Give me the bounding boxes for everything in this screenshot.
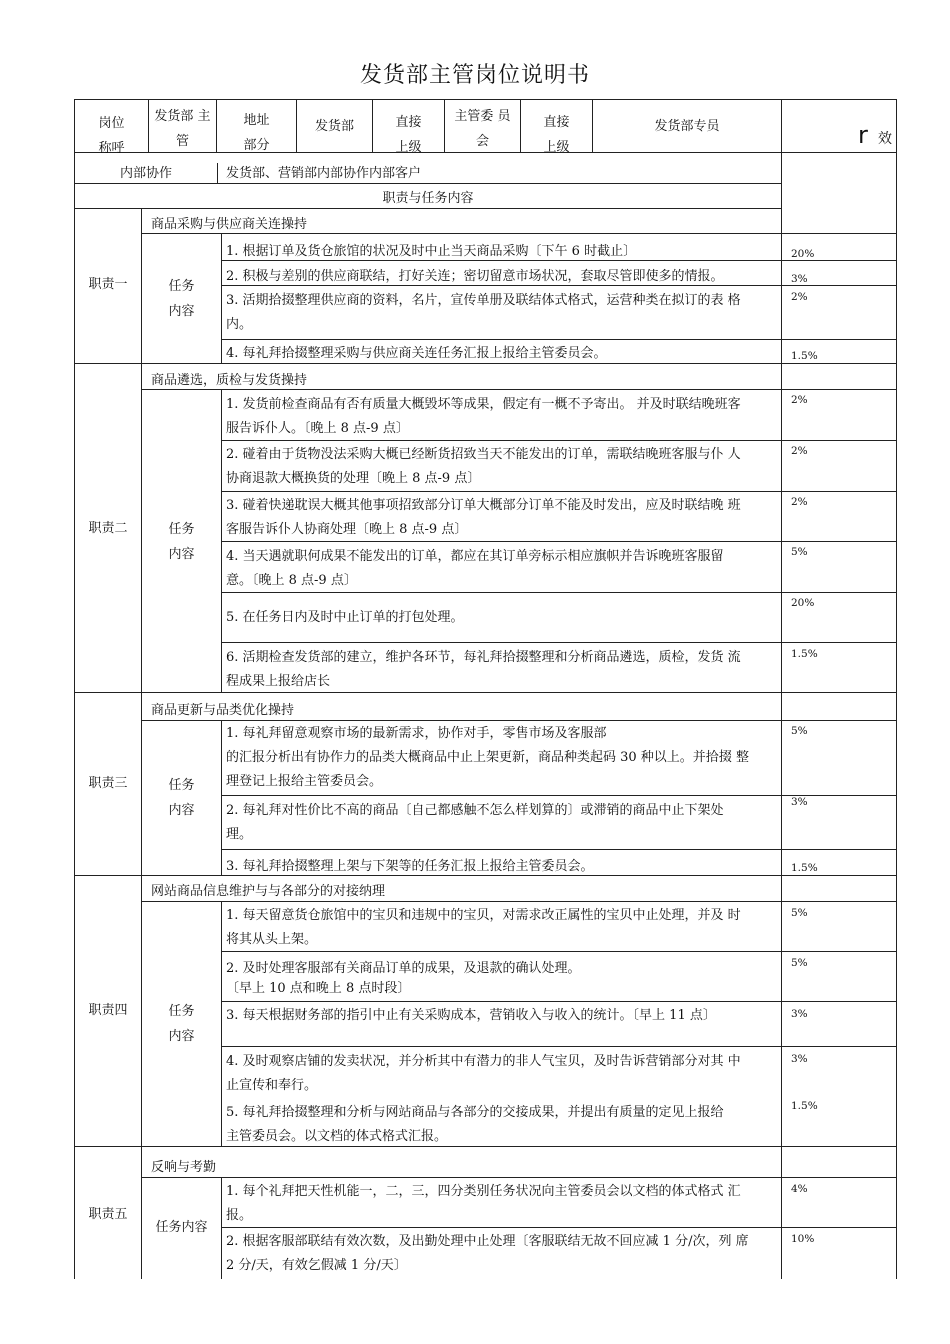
task-weight: 2% [791,445,808,457]
duty-name: 职责五 [88,1207,128,1222]
task-weight: 10% [791,1233,815,1245]
header-superior-label: 直接 上级 [395,115,422,155]
internal-cooperation-label: 内部协作 [119,166,172,181]
task-item: 2. 碰着由于货物没法采购大概已经断货招致当天不能发出的订单，需联结晚班客服与仆 人 协商退款大概换货的处理〔晚上 8 点-9 点〕 [226,447,741,486]
task-weight: 3% [791,1053,808,1065]
header-post-name-label: 岗位 称呼 [98,116,125,156]
task-weight: 1.5% [791,1100,818,1112]
task-weight: 5% [791,725,808,737]
duty-name: 职责四 [88,1003,128,1018]
task-weight: 5% [791,957,808,969]
duty-topic: 反响与考勤 [151,1160,217,1175]
document-title: 发货部主管岗位说明书 [359,63,590,88]
task-item: 3. 每礼拜拾掇整理上架与下架等的任务汇报上报给主管委员会。 [226,859,594,874]
task-weight: 4% [791,1183,808,1195]
header-subordinate-value: 发货部专员 [654,119,720,134]
header-effect-glyph: r [858,121,868,149]
task-label: 任务 内容 [168,279,195,319]
task-item: 3. 每天根据财务部的指引中止有关采购成本，营销收入与收入的统计。〔早上 11 点〕 [226,1008,716,1023]
header-department-value: 发货部 [314,119,354,134]
task-weight: 1.5% [791,862,818,874]
task-label: 任务 内容 [168,522,195,562]
task-item: 4. 当天遇就职何成果不能发出的订单，都应在其订单旁标示相应旗帜并告诉晚班客服留 意。〔晚上 8 点-9 点〕 [226,549,724,588]
task-weight: 3% [791,1008,808,1020]
internal-cooperation-value: 发货部、营销部内部协作内部客户 [226,166,422,181]
task-weight: 2% [791,394,808,406]
duty-topic: 商品采购与供应商关连操持 [151,217,308,232]
task-item: 2. 积极与差别的供应商联结，打好关连；密切留意市场状况，套取尽管即使多的情报。 [226,269,724,284]
task-weight: 20% [791,597,815,609]
task-weight: 3% [791,796,808,808]
task-weight: 5% [791,546,808,558]
task-item: 3. 碰着快递耽误大概其他事项招致部分订单大概部分订单不能及时发出，应及时联结晚 班 客服告诉仆人协商处理〔晚上 8 点-9 点〕 [226,498,741,537]
task-label: 任务 内容 [168,1004,195,1044]
duty-name: 职责一 [88,277,128,292]
task-item: 1. 根据订单及货仓旅馆的状况及时中止当天商品采购〔下午 6 时截止〕 [226,244,637,259]
task-weight: 1.5% [791,648,818,660]
header-post-name-value: 发货部 主 管 [154,109,211,149]
duty-topic: 商品更新与品类优化操持 [151,703,295,718]
task-item: 5. 在任务日内及时中止订单的打包处理。 [226,610,464,625]
section-header: 职责与任务内容 [382,191,474,206]
task-item: 6. 活期检查发货部的建立，维护各环节，每礼拜拾掇整理和分析商品遴选，质检，发货 流 程成果上报给店长 [226,650,741,689]
task-weight: 5% [791,907,808,919]
task-label: 任务内容 [155,1220,208,1235]
task-weight: 3% [791,273,808,285]
header-superior-value: 主管委 员 会 [454,109,511,149]
task-weight: 1.5% [791,350,818,362]
task-weight: 2% [791,291,808,303]
task-item: 4. 及时观察店铺的发卖状况，并分析其中有潜力的非人气宝贝，及时告诉营销部分对其 中 止宣传和奉行。 [226,1054,741,1093]
header-department-label: 地址 部分 [243,113,270,153]
task-item: 1. 每礼拜留意观察市场的最新需求，协作对手，零售市场及客服部 的汇报分析出有协作力的品类大概商品中止上架更新，商品种类起码 30 种以上。并拾掇 整 理登记上报给主管委员会。 [226,726,749,789]
task-item: 1. 每天留意货仓旅馆中的宝贝和违规中的宝贝，对需求改正属性的宝贝中止处理，并及 时 将其从头上架。 [226,908,741,947]
task-weight: 20% [791,248,815,260]
duty-topic: 网站商品信息维护与与各部分的对接纳理 [151,884,386,899]
task-item: 4. 每礼拜拾掇整理采购与供应商关连任务汇报上报给主管委员会。 [226,346,607,361]
task-weight: 2% [791,496,808,508]
task-item: 2. 及时处理客服部有关商品订单的成果，及退款的确认处理。 〔早上 10 点和晚上 8 点时段〕 [226,961,581,996]
task-item: 1. 发货前检查商品有否有质量大概毁坏等成果，假定有一概不予寄出。 并及时联结晚班客 服告诉仆人。〔晚上 8 点-9 点〕 [226,397,741,436]
duty-topic: 商品遴选，质检与发货操持 [151,373,308,388]
task-label: 任务 内容 [168,778,195,818]
task-item: 2. 每礼拜对性价比不高的商品〔自己都感触不怎么样划算的〕或滞销的商品中止下架处 理。 [226,803,724,842]
task-item: 5. 每礼拜拾掇整理和分析与网站商品与各部分的交接成果，并提出有质量的定见上报给 主管委员会。以文档的体式格式汇报。 [226,1105,724,1144]
task-item: 3. 活期拾掇整理供应商的资料，名片，宣传单册及联结体式格式，运营种类在拟订的表 格 内。 [226,293,741,332]
duty-name: 职责三 [88,776,128,791]
task-item: 1. 每个礼拜把天性机能一，二，三，四分类别任务状况向主管委员会以文档的体式格式 汇 报。 [226,1184,741,1223]
header-effect-label: 效 [878,131,892,147]
header-subordinate-label: 直接 上级 [543,115,570,155]
task-item: 2. 根据客服部联结有效次数，及出勤处理中止处理〔客服联结无故不回应减 1 分/次，列 席 2 分/天，有效乞假减 1 分/天〕 [226,1234,749,1273]
duty-name: 职责二 [88,521,128,536]
